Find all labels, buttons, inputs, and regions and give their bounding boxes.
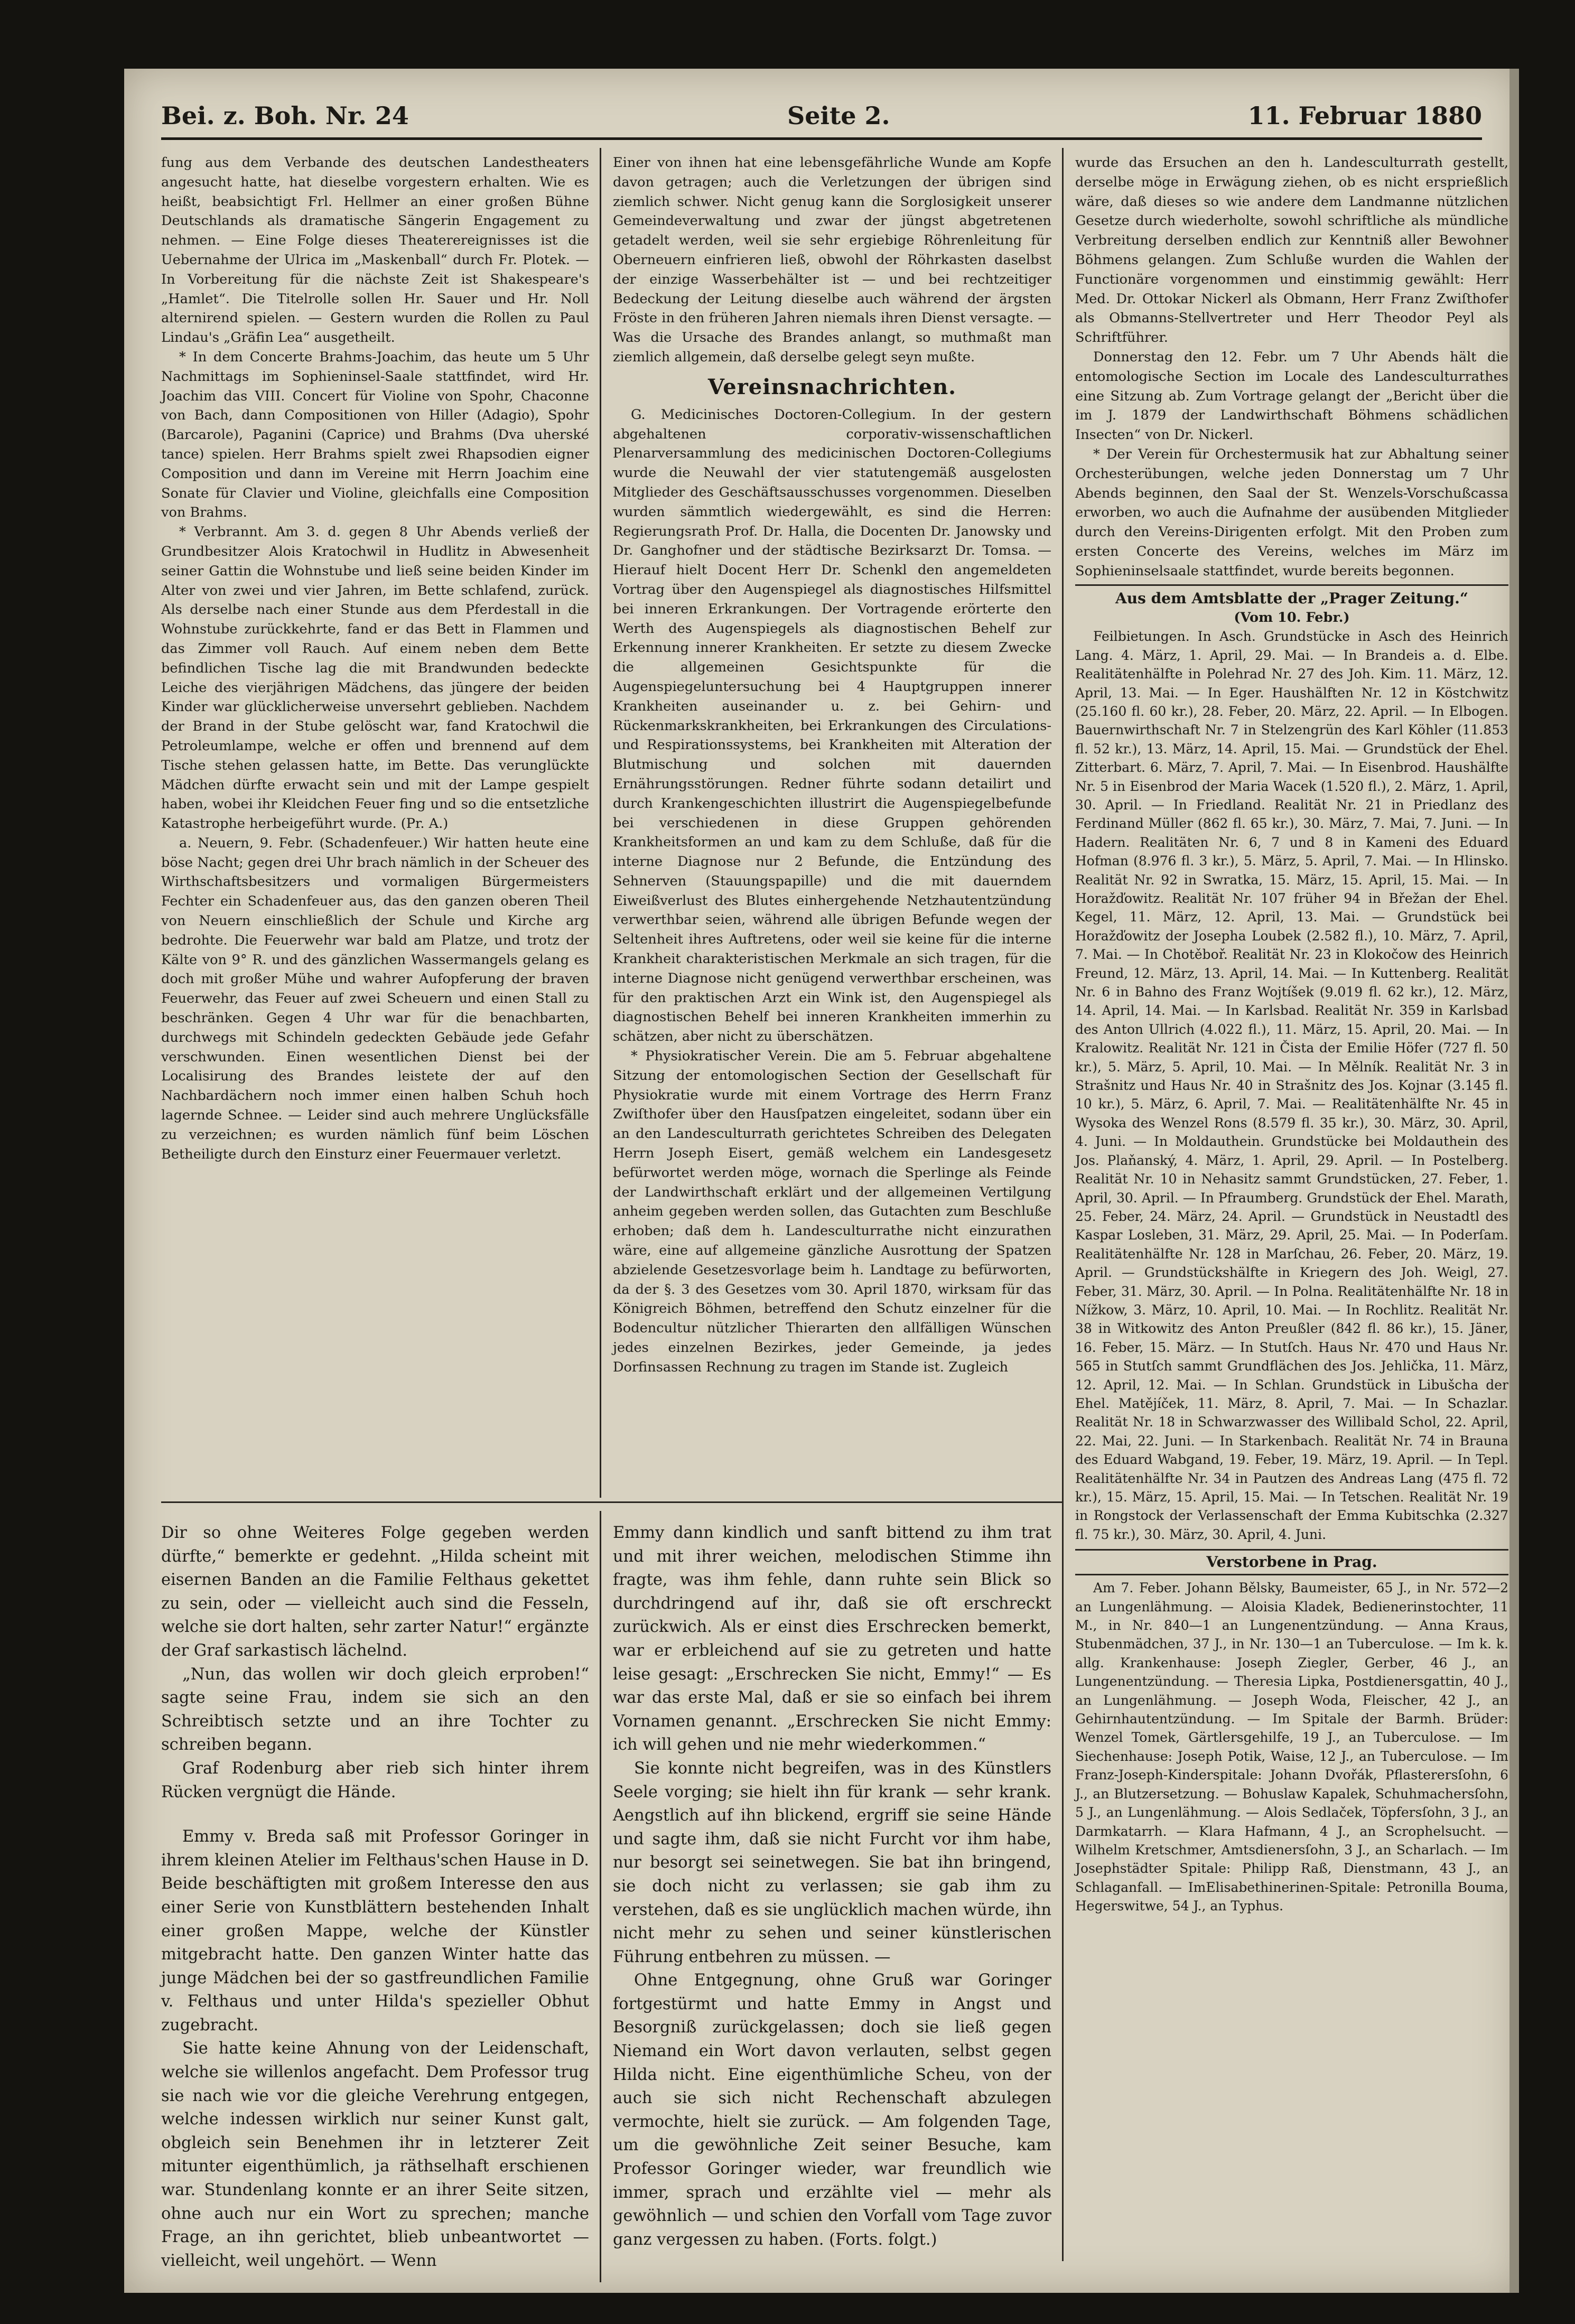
header-rule (161, 137, 1482, 140)
auctions-list: Feilbietungen. In Asch. Grundstücke in Asch des Heinrich Lang. 4. März, 1. April, 29. Mai. — In Brandeis a. d. Elbe. Realitätenhälfte in Polehrad Nr. 27 des Joh. Kim. 11. März, 12. April, 13. Mai. — In Eger. Haushälften Nr. 12 in Köstchwitz (25.160 fl. 60 kr.), 28. Feber, 20. März, 22. April. — In Elbogen. Bauernwirthschaft Nr. 7 in Stelzengrün des Karl Köhler (11.853 fl. 52 kr.), 13. März, 14. April, 15. Mai. — Grundstück der Ehel. Zitterbart. 6. März, 7. April, 7. Mai. — In Eisenbrod. Haushälfte Nr. 5 in Eisenbrod der Maria Wacek (1.520 fl.), 2. März, 1. April, 30. April. — In Friedland. Realität Nr. 21 in Priedlanz des Ferdinand Müller (862 fl. 65 kr.), 30. März, 7. Mai, 7. Juni. — In Hadern. Realitäten Nr. 6, 7 und 8 in Kameni des Eduard Hofman (8.976 fl. 3 kr.), 5. März, 5. April, 7. Mai. — In Hlinsko. Realität Nr. 92 in Swratka, 15. März, 15. April, 15. Mai. — In Horažďowitz. Realität Nr. 107 früher 94 in Břežan der Ehel. Kegel, 11. März, 12. April, 13. Mai. — Grundstück bei Horažďowitz der Josepha Loubek (2.582 fl.), 10. März, 7. April, 7. Mai. — In Chotěboř. Realität Nr. 23 in Klokočow des Heinrich Freund, 12. März, 13. April, 14. Mai. — In Kuttenberg. Realität Nr. 6 in Bahno des Franz Wojtíšek (9.019 fl. 62 kr.), 12. März, 14. April, 14. Mai. — In Karlsbad. Realität Nr. 359 in Karlsbad des Anton Ullrich (4.022 fl.), 11. März, 15. April, 20. Mai. — In Kralowitz. Realität Nr. 121 in Čista der Emilie Höfer (727 fl. 50 kr.), 5. März, 5. April, 10. Mai. — In Mělník. Realität Nr. 3 in Strašnitz und Haus Nr. 40 in Strašnitz des Jos. Kojnar (3.145 fl. 10 kr.), 5. März, 6. April, 7. Mai. — Realitätenhälfte Nr. 45 in Wysoka des Wenzel Rons (8.579 fl. 35 kr.), 30. März, 30. April, 4. Juni. — In Moldauthein. Grundstücke bei Moldauthein des Jos. Plaňanský, 4. März, 1. April, 29. April. — In Postelberg. Realität Nr. 10 in Nehasitz sammt Grundstücken, 27. Feber, 1. April, 30. April. — In Pfraumberg. Grundstück der Ehel. Marath, 25. Feber, 24. März, 24. April. — Grundstück in Neustadtl des Kaspar Losleben, 31. März, 29. April, 25. Mai. — In Poderſam. Realitätenhälfte Nr. 128 in Marſchau, 26. Feber, 20. März, 19. April. — Grundstückshälfte in Kriegern des Joh. Weigl, 27. Feber, 31. März, 30. April. — In Polna. Realitätenhälfte Nr. 18 in Nížkow, 3. März, 10. April, 10. Mai. — In Rochlitz. Realität Nr. 38 in Witkowitz des Anton Preußler (842 fl. 86 kr.), 15. Jäner, 16. Feber, 15. März. — In Stutſch. Haus Nr. 470 und Haus Nr. 565 in Stutſch sammt Grundflächen des Jos. Jehlička, 11. März, 12. April, 12. Mai. — In Schlan. Grundstück in Libušcha der Ehel. Matějíček, 11. März, 8. April, 7. Mai. — In Schazlar. Realität Nr. 18 in Schwarzwasser des Willibald Schol, 22. April, 22. Mai, 22. Juni. — In Starkenbach. Realität Nr. 74 in Brauna des Eduard Wabgand, 19. Feber, 19. März, 19. April. — In Tepl. Realitätenhälfte Nr. 34 in Pautzen des Andreas Lang (475 fl. 72 kr.), 15. März, 15. April, 15. Mai. — In Tetschen. Realität Nr. 19 in Rongstock der Verlassenschaft der Emma Kubitschka (2.327 fl. 75 kr.), 30. März, 30. April, 4. Juni. (1075, 629, 1508, 1542)
page-edge (1509, 69, 1519, 2293)
column-rule (1062, 148, 1064, 2261)
orchestra-society-news: * Der Verein für Orchestermusik hat zur Abhaltung seiner Orchesterübungen, welche jeden Donnerstag um 7 Uhr Abends beginnen, den Saal der St. Wenzels-Vorschußcassa erworben, wo auch die Aufnahme der ausübenden Mitglieder durch den Vereins-Dirigenten erfolgt. Mit den Proben zum ersten Concerte des Vereins, welches im März im Sophieninselsaale stattfindet, wurde bereits begonnen. (1075, 446, 1508, 579)
column-rule (600, 148, 601, 1498)
feuilleton-paragraph: Emmy v. Breda saß mit Professor Goringer in ihrem kleinen Atelier im Felthaus'schen Hause in D. Beide beschäftigten mit großem Interesse den aus einer Serie von Kunstblättern bestehenden Inhalt einer großen Mappe, welche der Künstler mitgebracht hatte. Den ganzen Winter hatte das junge Mädchen bei der so gastfreundlichen Familie v. Felthaus und unter Hilda's spezieller Obhut zugebracht. (161, 1827, 589, 2034)
box-rule (1075, 1574, 1508, 1575)
neuern-fire-news: a. Neuern, 9. Febr. (Schadenfeuer.) Wir hatten heute eine böse Nacht; gegen drei Uhr brach nämlich in der Scheuer des Wirthschaftsbesitzers und vormaligen Bürgermeisters Fechter ein Schadenfeuer aus, das den ganzen oberen Theil von Neuern einschließlich der Schule und Kirche arg bedrohte. Die Feuerwehr war bald am Platze, und trotz der Kälte von 9° R. und des gänzlichen Wassermangels gelang es doch mit großer Mühe und wahrer Aufopferung der braven Feuerwehr, das Feuer auf zwei Scheuern und einen Stall zu beschränken. Gegen 4 Uhr war für die benachbarten, durchwegs mit Schindeln gedeckten Gebäude jede Gefahr verschwunden. Einen wesentlichen Dienst bei der Localisirung des Brandes leistete der auf den Nachbardächern noch immer einen halben Schuh hoch lagernde Schnee. — Leider sind auch mehrere Unglücksfälle zu verzeichnen; es wurden nämlich fünf beim Löschen Betheiligte durch den Einsturz einer Feuermauer verletzt. (161, 835, 589, 1162)
header-issue: Bei. z. Boh. Nr. 24 (161, 101, 409, 130)
feuilleton-paragraph: Graf Rodenburg aber rieb sich hinter ihrem Rücken vergnügt die Hände. (161, 1759, 589, 1802)
physiokratischer-verein-news: * Physiokratischer Verein. Die am 5. Februar abgehaltene Sitzung der entomologischen Section der Gesellschaft für Physiokratie wurde mit einem Vortrage des Herrn Franz Zwiſthofer über den Hausſpatzen eingeleitet, sodann über ein an den Landesculturrath gerichtetes Schreiben des Delegaten Herrn Joseph Eisert, gemäß welchem ein Landesgesetz befürwortet werden möge, wornach die Sperlinge als Feinde der Landwirthschaft erklärt und der allgemeinen Vertilgung anheim gegeben werden sollen, das Gutachten zum Beschluße erhoben; daß dem h. Landesculturrathe nicht einzurathen wäre, eine auf allgemeine gänzliche Ausrottung der Spatzen abzielende Gesetzesvorlage beim h. Landtage zu befürworten, da der §. 3 des Gesetzes vom 30. April 1870, wirksam für das Königreich Böhmen, betreffend den Schutz einzelner für die Bodencultur nützlicher Thierarten den allfälligen Wünschen jedes einzelnen Bezirkes, jeder Gemeinde, ja jedes Dorfinsassen Rechnung zu tragen im Stande ist. Zugleich (613, 1048, 1051, 1375)
amtsblatt-heading: Aus dem Amtsblatte der „Prager Zeitung.“ (1115, 589, 1468, 607)
neuern-fire-continued: Einer von ihnen hat eine lebensgefährliche Wunde am Kopfe davon getragen; auch die Verletzungen der übrigen sind ziemlich schwer. Nicht genug kann die Sorglosigkeit unserer Gemeindeverwaltung und zwar der jüngst abgetretenen getadelt werden, weil sie sehr ergiebige Röhrenleitung für Oberneuern einfrieren ließ, obwohl der Röhrkasten daselbst der einzige Wasserbehälter ist — und bei rechtzeitiger Bedeckung der Leitung dieselbe auch während der ärgsten Fröste in den früheren Jahren niemals ihren Dienst versagte. — Was die Ursache des Brandes anlangt, so muthmaßt man ziemlich allgemein, daß derselbe gelegt seyn mußte. (613, 155, 1051, 365)
feuilleton-paragraph: Sie hatte keine Ahnung von der Leidenschaft, welche sie willenlos angefacht. Dem Professor trug sie nach wie vor die gleiche Verehrung entgegen, welche indessen wirklich nur seiner Kunst galt, obgleich sein Benehmen ihr in letzterer Zeit mitunter eigenthümlich, ja räthselhaft erschienen war. Stundenlang konnte er an ihrer Seite sitzen, ohne auch nur ein Wort zu sprechen; manche Frage, an ihn gerichtet, blieb unbeantwortet — vielleicht, weil ungehört. — Wenn (161, 2039, 589, 2270)
amtsblatt-date: (Vom 10. Febr.) (1234, 609, 1350, 626)
physiokratischer-verein-continued: wurde das Ersuchen an den h. Landesculturrath gestellt, derselbe möge in Erwägung ziehen, ob es nicht ersprießlich wäre, daß dieses so wie andere dem Landmanne nützlichen Gesetze durch wiederholte, sowohl schriftliche als mündliche Verbreitung derselben endlich zur Kenntniß aller Bewohner Böhmens gelangen. Zum Schluße wurden die Wahlen der Functionäre vorgenommen und einstimmig gewählt: Herr Med. Dr. Ottokar Nickerl als Obmann, Herr Franz Zwiſthofer als Obmanns-Stellvertreter und Herr Theodor Peyl als Schriftführer. (1075, 155, 1508, 346)
column-rule (600, 1511, 601, 2282)
news-column-2 (613, 153, 1051, 1377)
theatre-news: fung aus dem Verbande des deutschen Landestheaters angesucht hatte, hat dieselbe vorgestern erhalten. Wie es heißt, beabsichtigt Frl. Hellmer an einer großen Bühne Deutschlands als dramatische Sängerin Engagement zu nehmen. — Eine Folge dieses Theaterereignisses ist die Uebernahme der Ulrica im „Maskenball“ durch Fr. Plotek. — In Vorbereitung für die nächste Zeit ist Shakespeare's „Hamlet“. Die Titelrolle sollen Hr. Sauer und Hr. Noll alternirend spielen. — Gestern wurden die Rollen zu Paul Lindau's „Gräfin Lea“ ausgetheilt. (161, 155, 589, 346)
feuilleton-paragraph: Emmy dann kindlich und sanft bittend zu ihm trat und mit ihrer weichen, melodischen Stimme ihn fragte, was ihm fehle, dann ruhte sein Blick so durchdringend auf ihr, daß sie oft erschreckt zurückwich. Als er einst dies Erschrecken bemerkt, war er erbleichend auf sie zu getreten und hatte leise gesagt: „Erschrecken Sie nicht, Emmy!“ — Es war das erste Mal, daß er sie so einfach bei ihrem Vornamen genannt. „Erschrecken Sie nicht Emmy: ich will gehen und nie mehr wiederkommen.“ (613, 1524, 1051, 1754)
news-column-1 (161, 153, 589, 1164)
box-rule (1075, 1549, 1508, 1551)
feuilleton-column-right (613, 1522, 1051, 2252)
header-date: 11. Februar 1880 (1247, 101, 1482, 130)
feuilleton-paragraph: „Nun, das wollen wir doch gleich erproben!“ sagte seine Frau, indem sie sich an den Schreibtisch setzte und an ihre Tochter zu schreiben begann. (161, 1665, 589, 1754)
entomology-section-news: Donnerstag den 12. Febr. um 7 Uhr Abends hält die entomologische Section im Locale des Landesculturrathes eine Sitzung ab. Zum Vortrage gelangt der „Bericht über die im J. 1879 der Landwirthschaft Böhmens schädlichen Insecten“ von Dr. Nickerl. (1075, 349, 1508, 443)
doctoren-collegium-news: G. Medicinisches Doctoren-Collegium. In der gestern abgehaltenen corporativ-wissenschaftlichen Plenarversammlung des medicinischen Doctoren-Collegiums wurde die Neuwahl der vier statutengemäß ausgelosten Mitglieder des Geschäftsausschusses vorgenommen. Dieselben wurden sämmtlich wiedergewählt, es sind die Herren: Regierungsrath Prof. Dr. Halla, die Docenten Dr. Janowsky und Dr. Ganghofner und der städtische Bezirksarzt Dr. Tomsa. — Hierauf hielt Docent Herr Dr. Schenkl den angemeldeten Vortrag über den Augenspiegel als diagnostisches Hilfsmittel bei inneren Erkrankungen. Der Vortragende erörterte den Werth des Augenspiegels als diagnostischen Behelf zur Erkennung innerer Krankheiten. Er setzte zu diesem Zwecke die allgemeinen Gesichtspunkte für die Augenspiegeluntersuchung bei 4 Hauptgruppen innerer Krankheiten auseinander u. z. bei Gehirn- und Rückenmarkskrankheiten, bei Erkrankungen des Circulations- und Respirationssystems, bei Krankheiten mit Alteration der Blutmischung und solchen mit dauernden Ernährungsstörungen. Redner führte sodann detailirt und durch Krankengeschichten illustrirt die Augenspiegelbefunde bei verschiedenen in diese Gruppen gehörenden Krankheitsformen an und kam zu dem Schluße, daß für die interne Diagnose nur 2 Befunde, die Entzündung des Sehnerven (Stauungspapille) und die mit dauerndem Eiweißverlust des Blutes einhergehende Netzhautentzündung verwerthbar seien, während alle übrigen Befunde wegen der Seltenheit ihres Auftretens, oder weil sie keine für die interne Krankheit charakteristischen Merkmale an sich tragen, für die interne Diagnose nicht genügend verwerthbar erscheinen, was für den praktischen Arzt ein Wink ist, den Augenspiegel als diagnostischen Behelf bei inneren Krankheiten immerhin zu schätzen, aber nicht zu überschätzen. (613, 406, 1051, 1045)
deaths-heading: Verstorbene in Prag. (1206, 1553, 1377, 1571)
feuilleton-paragraph: Ohne Entgegnung, ohne Gruß war Goringer fortgestürmt und hatte Emmy in Angst und Besorgniß zurückgelassen; doch sie ließ gegen Niemand ein Wort davon verlauten, selbst gegen Hilda nicht. Eine eigenthümliche Scheu, von der auch sie sich nicht Rechenschaft abzulegen vermochte, hielt sie zurück. — Am folgenden Tage, um die gewöhnliche Zeit seiner Besuche, kam Professor Goringer wieder, war freundlich wie immer, sprach und erzählte viel — mehr als gewöhnlich — und schien den Vorfall vom Tage zuvor ganz vergessen zu haben. (Forts. folgt.) (613, 1971, 1051, 2249)
feuilleton-paragraph: Sie konnte nicht begreifen, was in des Künstlers Seele vorging; sie hielt ihn für krank — sehr krank. Aengstlich auf ihn blickend, ergriff sie seine Hände und sagte ihm, daß sie nicht Furcht vor ihm habe, nur besorgt sei seinetwegen. Sie bat ihn bringend, sie doch nicht zu verlassen; sie gab ihm zu verstehen, daß es sie unglücklich machen würde, ihn nicht mehr zu sehen und seiner künstlerischen Führung entbehren zu müssen. — (613, 1759, 1051, 1966)
section-heading-vereinsnachrichten: Vereinsnachrichten. (707, 374, 957, 399)
feuilleton-rule (161, 1501, 1062, 1503)
fire-death-news: * Verbrannt. Am 3. d. gegen 8 Uhr Abends verließ der Grundbesitzer Alois Kratochwil in Hudlitz in Abwesenheit seiner Gattin die Wohnstube und ließ seine beiden Kinder im Alter von zwei und vier Jahren, im Bette schlafend, zurück. Als derselbe nach einer Stunde aus dem Pferdestall in die Wohnstube zurückkehrte, fand er das Bett in Flammen und das Zimmer voll Rauch. Auf einem neben dem Bette befindlichen Tische lag die mit Brandwunden bedeckte Leiche des vierjährigen Mädchens, das jüngere der beiden Kinder war glücklicherweise unversehrt geblieben. Nachdem der Brand in der Stube gelöscht war, fand Kratochwil die Petroleumlampe, welche er offen und brennend auf dem Tische stehen gelassen hatte, im Bette. Das verunglückte Mädchen dürfte erwacht sein und mit der Lampe gespielt haben, wobei ihr Kleidchen Feuer fing und so die entsetzliche Katastrophe herbeigeführt wurde. (Pr. A.) (161, 524, 589, 832)
feuilleton-column-left (161, 1522, 589, 2273)
feuilleton-paragraph: Dir so ohne Weiteres Folge gegeben werden dürfte,“ bemerkte er gedehnt. „Hilda scheint mit eisernen Banden an die Familie Felthaus gekettet zu sein, oder — vielleicht auch sind die Fesseln, welche sie dort halten, sehr zarter Natur!“ ergänzte der Graf sarkastisch lächelnd. (161, 1524, 589, 1660)
box-rule (1075, 584, 1508, 586)
news-column-3 (1075, 153, 1508, 1916)
newspaper-page (124, 69, 1519, 2293)
deaths-list: Am 7. Feber. Johann Bělsky, Baumeister, 65 J., in Nr. 572—2 an Lungenlähmung. — Aloisia Kladek, Bedienerinstochter, 11 M., in Nr. 840—1 an Lungenentzündung. — Anna Kraus, Stubenmädchen, 37 J., in Nr. 130—1 an Tuberculose. — Im k. k. allg. Krankenhause: Joseph Ziegler, Gerber, 46 J., an Lungenentzündung. — Theresia Lipka, Postdienersgattin, 40 J., an Lungenlähmung. — Joseph Woda, Fleischer, 42 J., an Gehirnhautentzündung. — Im Spitale der Barmh. Brüder: Wenzel Tomek, Gärtlersgehilfe, 19 J., an Tuberculose. — Im Siechenhause: Joseph Potik, Waise, 12 J., an Tuberculose. — Im Franz-Joseph-Kinderspitale: Johann Dvořák, Pflasterersſohn, 6 J., an Blutzersetzung. — Bohuslaw Kapalek, Schuhmachersſohn, 5 J., an Lungenlähmung. — Alois Sedlaček, Töpfersſohn, 3 J., an Darmkatarrh. — Klara Hafmann, 4 J., an Scrophelsucht. — Wilhelm Kretschmer, Amtsdienersſohn, 3 J., an Scharlach. — Im Josephstädter Spitale: Philipp Raß, Dienstmann, 43 J., an Schlaganfall. — ImElisabethinerinen-Spitale: Petronilla Bouma, Hegerswitwe, 54 J., an Typhus. (1075, 1580, 1508, 1914)
concert-news: * In dem Concerte Brahms-Joachim, das heute um 5 Uhr Nachmittags im Sophieninsel-Saale stattfindet, wird Hr. Joachim das VIII. Concert für Violine von Spohr, Chaconne von Bach, dann Compositionen von Hiller (Adagio), Spohr (Barcarole), Paganini (Caprice) und Brahms (Dva uherské tance) spielen. Herr Brahms spielt zwei Rhapsodien eigner Composition und dann im Vereine mit Herrn Joachim eine Sonate für Clavier und Violine, gleichfalls eine Composition von Brahms. (161, 349, 589, 521)
header-page-number: Seite 2. (787, 101, 890, 130)
